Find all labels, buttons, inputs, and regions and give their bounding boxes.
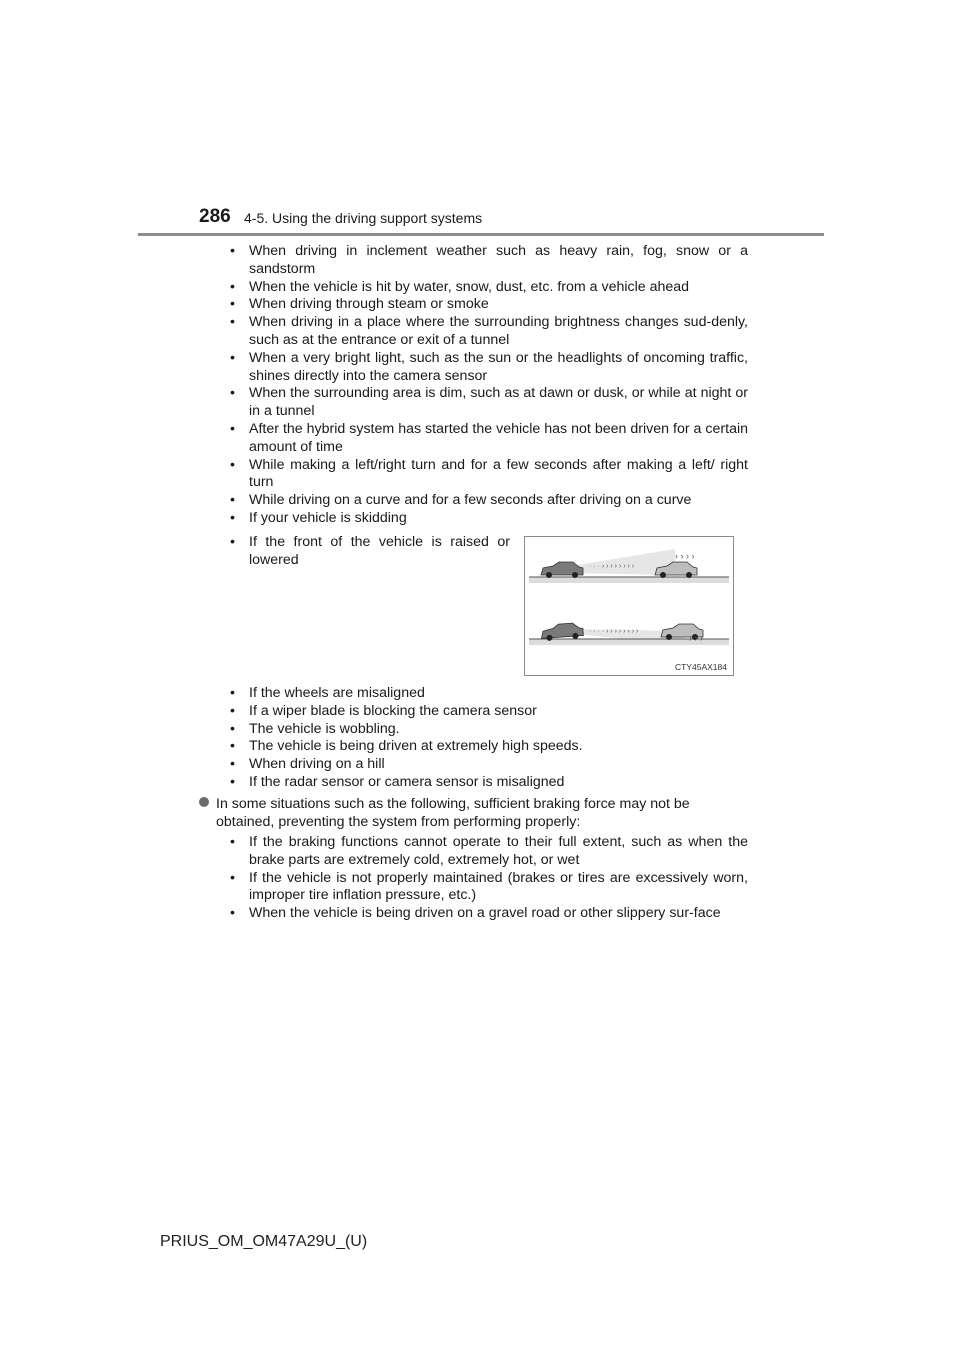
section-title: 4-5. Using the driving support systems xyxy=(244,210,483,226)
list-item: • If a wiper blade is blocking the camera sensor xyxy=(228,703,748,721)
list-item: • When driving in a place where the surrounding brightness changes sud-denly, such as at the entrance or exit of a tunnel xyxy=(228,314,748,350)
car-icon xyxy=(541,562,583,578)
list-item: • If the vehicle is not properly maintained (brakes or tires are excessively worn, improper tire inflation pressure, etc.) xyxy=(228,870,748,906)
list-item: • After the hybrid system has started the vehicle has not been driven for a certain amount of time xyxy=(228,421,748,457)
list-item: • When the vehicle is being driven on a gravel road or other slippery sur-face xyxy=(228,905,748,923)
braking-list xyxy=(228,834,748,923)
conditions-list xyxy=(228,243,748,528)
list-item: • When a very bright light, such as the sun or the headlights of oncoming traffic, shines directly into the camera sensor xyxy=(228,350,748,386)
more-conditions-list xyxy=(228,685,748,792)
vehicle-illustration-svg xyxy=(525,537,733,675)
list-item: • When driving through steam or smoke xyxy=(228,296,748,314)
vehicle-pitch-illustration xyxy=(524,536,734,676)
list-item: • The vehicle is wobbling. xyxy=(228,721,748,739)
list-item: • While making a left/right turn and for a few seconds after making a left/ right turn xyxy=(228,457,748,493)
figure-label: CTY45AX184 xyxy=(675,662,727,672)
list-item: • When the surrounding area is dim, such as at dawn or dusk, or while at night or in a tunnel xyxy=(228,385,748,421)
braking-intro xyxy=(199,796,748,832)
document-code: PRIUS_OM_OM47A29U_(U) xyxy=(160,1233,368,1250)
list-item: • The vehicle is being driven at extremely high speeds. xyxy=(228,738,748,756)
radar-signal-marks: · · · · › › › › › › › › xyxy=(589,628,639,635)
list-item: • If the braking functions cannot operate to their full extent, such as when the brake parts are extremely cold, extremely hot, or wet xyxy=(228,834,748,870)
radar-signal-marks: › › › › xyxy=(675,551,695,561)
circle-bullet-icon xyxy=(199,797,209,807)
braking-intro-text: In some situations such as the following, sufficient braking force may not be obtained, preventing the system from performing properly: xyxy=(216,796,690,830)
radar-signal-marks: › › › xyxy=(689,633,703,643)
list-item: • While driving on a curve and for a few seconds after driving on a curve xyxy=(228,492,748,510)
figure-bullet-list xyxy=(228,534,510,570)
list-item: • When the vehicle is hit by water, snow, dust, etc. from a vehicle ahead xyxy=(228,279,748,297)
list-item: • If the wheels are misaligned xyxy=(228,685,748,703)
list-item: • If the radar sensor or camera sensor is misaligned xyxy=(228,774,748,792)
list-item: • When driving in inclement weather such as heavy rain, fog, snow or a sandstorm xyxy=(228,243,748,279)
page-header xyxy=(199,206,823,236)
page-number: 286 xyxy=(199,206,231,227)
radar-signal-marks: · · · › › › › › › › › xyxy=(589,563,635,570)
list-item: • If the front of the vehicle is raised or lowered xyxy=(228,534,510,570)
list-item: • When driving on a hill xyxy=(228,756,748,774)
list-item: • If your vehicle is skidding xyxy=(228,510,748,528)
road-top xyxy=(529,577,729,583)
header-rule xyxy=(138,233,824,236)
